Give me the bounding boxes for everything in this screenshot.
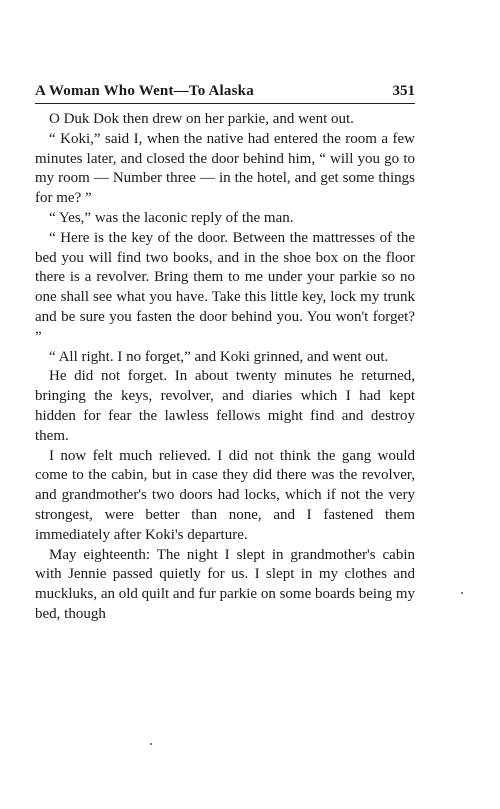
scan-speck <box>150 743 152 745</box>
header-rule <box>35 103 415 104</box>
paragraph: “ Yes,” was the laconic reply of the man. <box>49 209 294 226</box>
running-head <box>35 80 415 100</box>
paragraph: I now felt much relieved. I did not think the gang would come to the cabin, but in case they did there was the revolver, and grandmother's two doors had locks, which if not the very strongest, were better than none, and I fastened them immediately after Koki's departure. <box>35 447 415 543</box>
scan-speck <box>461 592 463 594</box>
body-text <box>35 110 415 625</box>
paragraph: “ Here is the key of the door. Between the mattresses of the bed you will find two books, and in the shoe box on the floor there is a revolver. Bring them to me under your parkie so no one shall see what you have. Take this little key, lock my trunk and be sure you fasten the door behind you. You won't forget? ” <box>35 229 415 345</box>
paragraph: He did not forget. In about twenty minutes he returned, bringing the keys, revolver, and diaries which I had kept hidden for fear the lawless fellows might find and destroy them. <box>35 368 415 444</box>
paragraph: O Duk Dok then drew on her parkie, and went out. <box>49 111 354 127</box>
page-number: 351 <box>392 83 415 99</box>
running-title: A Woman Who Went—To Alaska <box>35 83 254 99</box>
book-page <box>35 80 415 625</box>
paragraph: “ Koki,” said I, when the native had entered the room a few minutes later, and closed the door behind him, “ will you go to my room — Number three — in the hotel, and get some things for me? ” <box>35 130 415 207</box>
paragraph: May eighteenth: The night I slept in grandmother's cabin with Jennie passed quietly for us. I slept in my clothes and muckluks, an old quilt and fur parkie on some boards being my bed, though <box>35 546 415 622</box>
paragraph: “ All right. I no forget,” and Koki grinned, and went out. <box>49 348 389 365</box>
